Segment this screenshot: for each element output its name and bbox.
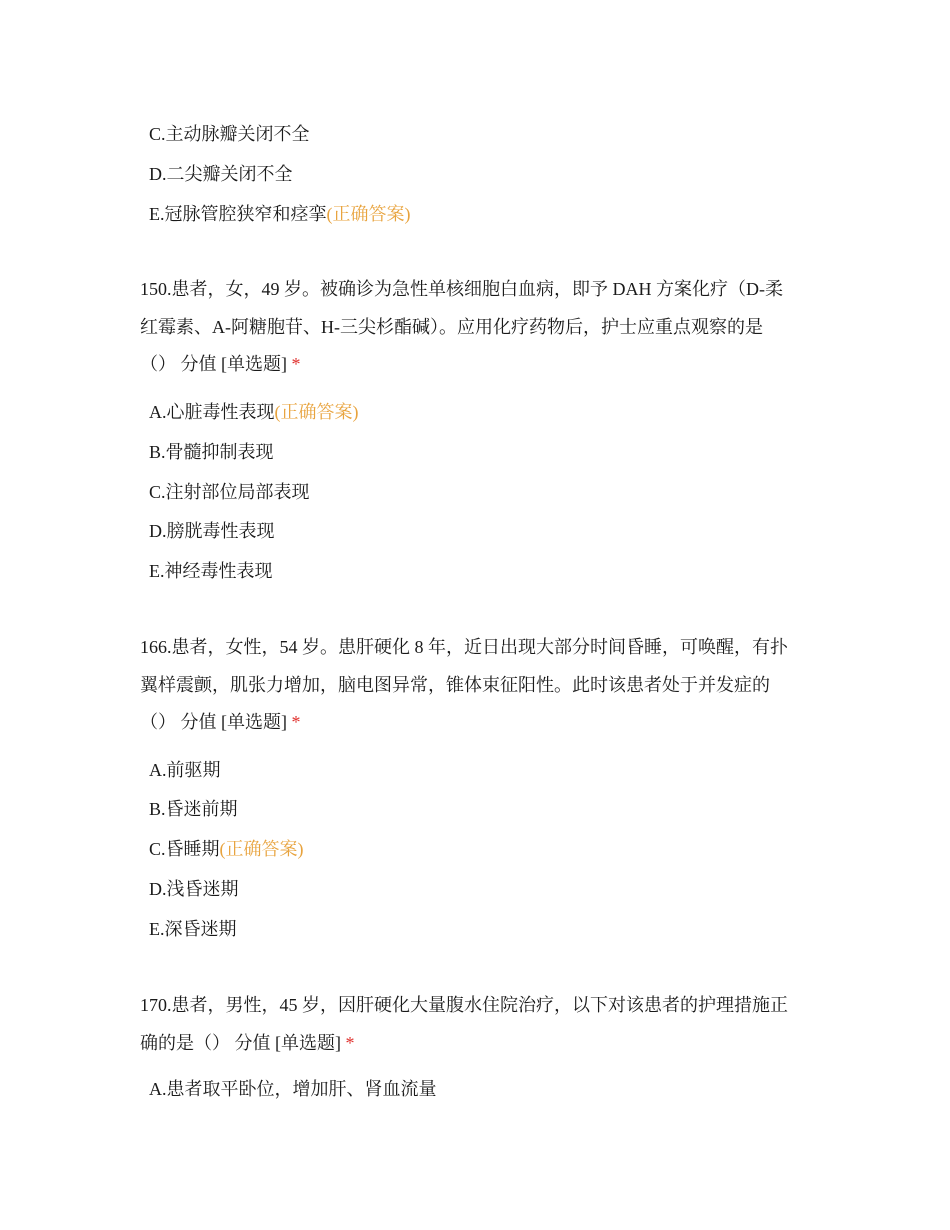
- question-text-line: 150.患者，女，49 岁。被确诊为急性单核细胞白血病，即予 DAH 方案化疗（D-柔: [140, 279, 783, 299]
- option-a: A.患者取平卧位，增加肝、肾血流量: [149, 1079, 437, 1099]
- required-marker: *: [291, 354, 301, 374]
- option-d: D.二尖瓣关闭不全: [149, 164, 293, 184]
- option-c: C.主动脉瓣关闭不全: [149, 124, 310, 144]
- question-text-line: 翼样震颤，肌张力增加，脑电图异常，锥体束征阳性。此时该患者处于并发症的: [140, 674, 770, 695]
- required-marker: *: [291, 712, 301, 732]
- correct-answer-tag: (正确答案): [274, 402, 359, 422]
- option-c: C.昏睡期(正确答案): [149, 839, 304, 859]
- option-b: B.骨髓抑制表现: [149, 442, 274, 462]
- question-text-line: 红霉素、A-阿糖胞苷、H-三尖杉酯碱）。应用化疗药物后，护士应重点观察的是: [140, 316, 763, 337]
- question-meta-line: 确的是（） 分值 [单选题] *: [140, 1032, 355, 1053]
- question-170: [140, 987, 820, 1062]
- question-150: [140, 271, 820, 384]
- option-a: A.前驱期: [149, 760, 221, 780]
- question-text-line: 166.患者，女性，54 岁。患肝硬化 8 年，近日出现大部分时间昏睡，可唤醒，有扑: [140, 637, 788, 657]
- option-b: B.昏迷前期: [149, 799, 238, 819]
- option-e: E.神经毒性表现: [149, 561, 273, 581]
- required-marker: *: [345, 1032, 355, 1053]
- question-166: [140, 629, 820, 742]
- option-a: A.心脏毒性表现(正确答案): [149, 402, 359, 422]
- option-e: E.冠脉管腔狭窄和痉挛(正确答案): [149, 204, 411, 224]
- option-e: E.深昏迷期: [149, 919, 237, 939]
- question-meta-line: （） 分值 [单选题] *: [140, 712, 301, 732]
- option-d: D.膀胱毒性表现: [149, 521, 275, 541]
- question-text-line: 170.患者，男性，45 岁，因肝硬化大量腹水住院治疗，以下对该患者的护理措施正: [140, 995, 788, 1015]
- option-d: D.浅昏迷期: [149, 879, 239, 899]
- correct-answer-tag: (正确答案): [326, 204, 411, 224]
- option-c: C.注射部位局部表现: [149, 482, 310, 502]
- question-meta-line: （） 分值 [单选题] *: [140, 354, 301, 374]
- correct-answer-tag: (正确答案): [219, 839, 304, 859]
